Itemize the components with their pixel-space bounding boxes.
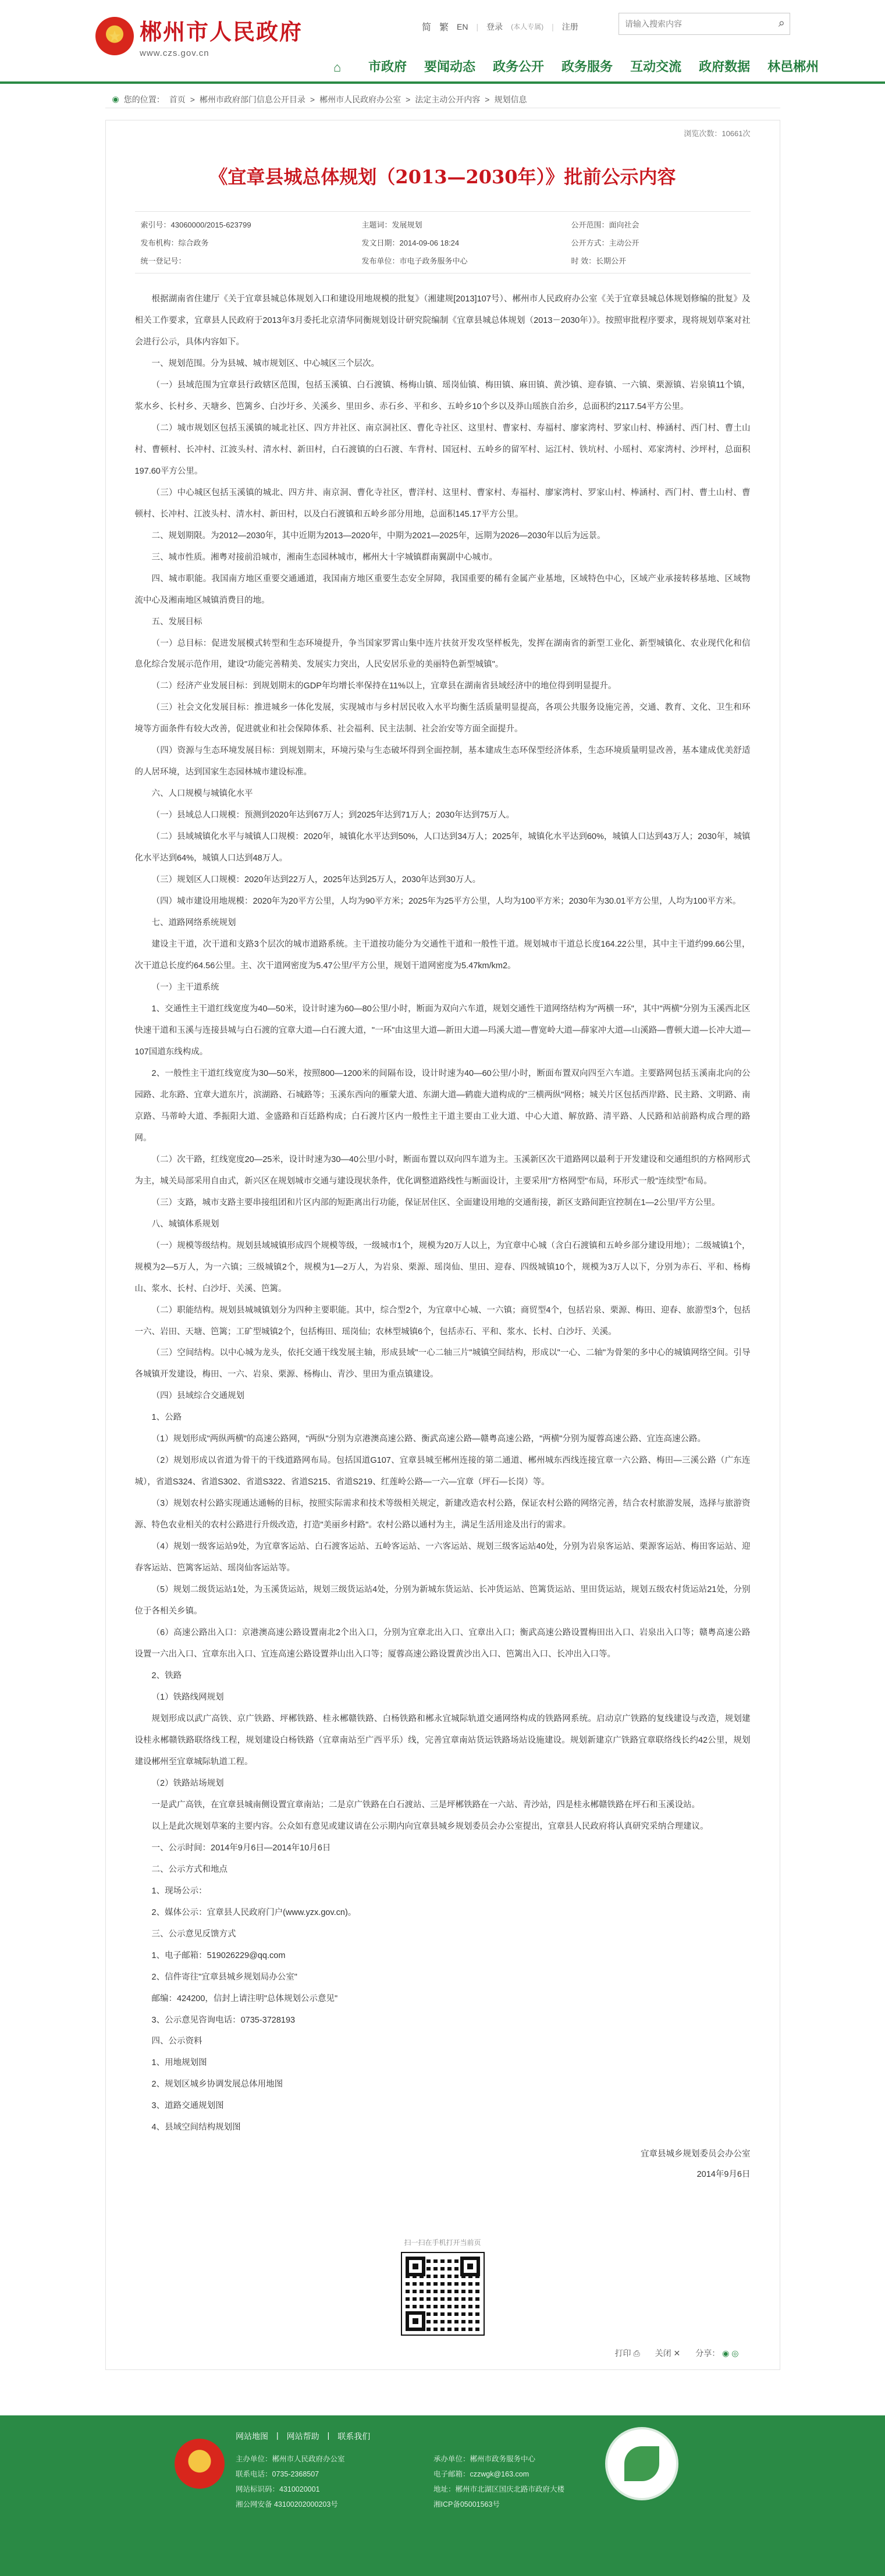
- paragraph: （三）社会文化发展目标：推进城乡一体化发展，实现城市与乡村居民收入水平均衡生活质量明显提高，各项公共服务设施完善，交通、教育、文化、卫生和环境等方面条件有较大改善，促进就业和社会保障体系、社会福利、民主法制、社会治安等方面全面提升。: [134, 703, 751, 734]
- print-button[interactable]: [615, 2347, 640, 2359]
- nav-data[interactable]: 政府数据: [699, 59, 751, 74]
- breadcrumb-home[interactable]: 首页: [169, 94, 186, 104]
- wechat-share-icon[interactable]: ◉: [722, 2348, 730, 2358]
- share-label: 分享：: [695, 2348, 720, 2358]
- weibo-share-icon[interactable]: ◎: [731, 2348, 739, 2358]
- paragraph: （四）城市建设用地规模：2020年为20平方公里，人均为90平方米；2025年为25平方公里，人均为100平方米；2030年为30.01平方公里，人均为100平方米。: [151, 897, 741, 907]
- paragraph: 1、用地规划图: [151, 2058, 207, 2068]
- paragraph: 二、规划期限。为2012—2030年，其中近期为2013—2020年，中期为2021—2025年，远期为2026—2030年以后为远景。: [151, 531, 606, 541]
- close-label: 关闭: [655, 2348, 671, 2358]
- footer-government-site-badge-icon[interactable]: [605, 2427, 678, 2500]
- signature: [135, 2144, 751, 2185]
- paragraph: 建设主干道，次干道和支路3个层次的城市道路系统。主干道按功能分为交通性干道和一般性干道。规划城市干道总长度164.22公里，其中主干道约99.66公里，次干道总长度约64.56公里。主、次干道网密度为5.47公里/平方公里，规划干道网密度为5.47km/km2。: [134, 940, 751, 971]
- nav-city-government[interactable]: 市政府: [368, 59, 407, 74]
- article-actions: [615, 2347, 739, 2359]
- national-emblem-icon: ★: [95, 17, 134, 55]
- breadcrumb: [105, 91, 780, 108]
- footer-info-row: 承办单位：郴州市政务服务中心: [433, 2454, 536, 2463]
- site-title: 郴州市人民政府: [140, 19, 303, 45]
- simplified-chinese-link[interactable]: 简: [422, 23, 432, 33]
- paragraph: （6）高速公路出入口：京港澳高速公路设置南北2个出入口，分别为宜章北出入口、宜章出入口；衡武高速公路设置梅田出入口、岩泉出入口等；赣粤高速公路设置一六出入口、宜章东出入口、宜连高速公路设置莽山出入口等；厦蓉高速公路设置黄沙出入口、笆篱出入口、长冲出入口等。: [134, 1628, 751, 1660]
- paragraph: （二）经济产业发展目标：到规划期末的GDP年均增长率保持在11%以上，宜章县在湖南省县域经济中的地位得到明显提升。: [151, 681, 617, 691]
- nav-interaction[interactable]: 互动交流: [630, 59, 682, 74]
- article-title: 《宜章县城总体规划（2013—2030年）》批前公示内容: [209, 166, 676, 188]
- breadcrumb-current[interactable]: 规划信息: [494, 94, 527, 104]
- paragraph: 八、城镇体系规划: [151, 1219, 219, 1229]
- breadcrumb-sep: >: [406, 94, 411, 104]
- breadcrumb-catalog[interactable]: 郴州市政府部门信息公开目录: [199, 94, 305, 104]
- paragraph: 1、公路: [151, 1413, 182, 1423]
- nav-services[interactable]: 政务服务: [561, 59, 613, 74]
- footer-divider: |: [327, 2430, 330, 2440]
- paragraph: 以上是此次规划草案的主要内容。公众如有意见或建议请在公示期内向宜章县城乡规划委员会办公室提出，宜章县人民政府将认真研究采纳合理建议。: [151, 1821, 709, 1831]
- paragraph: 3、道路交通规划图: [151, 2101, 224, 2111]
- paragraph: （二）职能结构。规划县城城镇划分为四种主要职能。其中，综合型2个，为宜章中心城、一六镇；商贸型4个，包括岩泉、栗源、梅田、迎春、旅游型3个，包括一六、岩田、天塘、笆篱；工矿型城镇2个，包括梅田、瑶岗仙；农林型城镇6个，包括赤石、平和、浆水、长村、白沙圩、关溪。: [134, 1305, 751, 1337]
- signature-date: 2014年9月6日: [696, 2170, 751, 2180]
- footer-info-row: 主办单位：郴州市人民政府办公室: [236, 2454, 345, 2463]
- paragraph: （三）规划区人口规模：2020年达到22万人，2025年达到25万人，2030年达到30万人。: [151, 875, 481, 885]
- print-label: 打印: [614, 2348, 631, 2358]
- paragraph: 一、规划范围。分为县城、城市规划区、中心城区三个层次。: [151, 358, 379, 368]
- close-button[interactable]: [655, 2347, 681, 2359]
- paragraph: 1、交通性主干道红线宽度为40—50米，设计时速为60—80公里/小时，断面为双向六车道，规划交通性干道网络结构为"两横一环"，其中"两横"分别为玉溪西北区快速干道和玉溪与连接县城与白石渡的宜章大道—白石渡大道，"一环"由这里大道—新田大道—玛溪大道—曹宽岭大道—薛家冲大道—山溪路—曹顿大道—长冲大道—107国道东线构成。: [134, 1004, 751, 1057]
- paragraph: 邮编：424200，信封上请注明"总体规划公示意见": [151, 1994, 338, 2003]
- divider: |: [476, 22, 479, 31]
- paragraph: （1）规划形成"两纵两横"的高速公路网，"两纵"分别为京港澳高速公路、衡武高速公路—赣粤高速公路，"两横"分别为厦蓉高速公路、宜连高速公路。: [151, 1434, 706, 1444]
- meta-field: 索引号：43060000/2015-623799: [140, 221, 251, 229]
- paragraph: 规划形成以武广高铁、京广铁路、坪郴铁路、桂永郴赣铁路、白杨铁路和郴永宜城际轨道交通网络构成的铁路网系统。启动京广铁路的复线建设与改造，规划建设桂永郴赣铁路联络线工程，规划建设白杨铁路（宜章南站至广西平乐）线，完善宜章南站货运铁路场站设施建设。规划新建京广铁路宜章联络线长约42公里，规划建设郴州至宜章城际轨道工程。: [134, 1714, 751, 1767]
- footer-links: [236, 2431, 370, 2442]
- nav-open-government[interactable]: 政务公开: [493, 59, 545, 74]
- nav-linyi-chenzhou[interactable]: 林邑郴州: [767, 59, 819, 74]
- footer-info-row: 湘ICP备05001563号: [433, 2500, 500, 2509]
- paragraph: 1、电子邮箱：519026229@qq.com: [151, 1950, 286, 1960]
- qr-section: [135, 2237, 751, 2335]
- login-link[interactable]: 登录: [486, 22, 503, 31]
- divider: |: [552, 22, 554, 31]
- paragraph: （三）中心城区包括玉溪镇的城北、四方井、南京洞、曹化寺社区，曹洋村、这里村、曹家村、寿福村、廖家湾村、罗家山村、棒涵村、西门村、曹土山村、曹顿村、长冲村、江波头村、清水村、新田村，以及白石渡镇和五岭乡部分用地，总面积145.17平方公里。: [134, 488, 751, 519]
- paragraph: 六、人口规模与城镇化水平: [151, 789, 253, 799]
- paragraph: 五、发展目标: [151, 617, 202, 627]
- paragraph: 3、公示意见咨询电话：0735-3728193: [151, 2015, 296, 2025]
- paragraph: （三）支路，城市支路主要串接组团和片区内部的短距离出行功能，保证居住区、全面建设用地的交通衔接，新区支路间距宜控制在1—2公里/平方公里。: [151, 1198, 720, 1207]
- paragraph: （二）次干路，红线宽度20—25米，设计时速为30—40公里/小时，断面布置以双向四车道为主。玉溪新区次干道路网以最利于开发建设和交通组织的方格网形式为主，城关局部采用自由式，新兴区在规划城市交通与建设现状条件，优化调整道路线性与断面设计，主要采用"方格网型"布局，环形式一般"连续型"布局。: [134, 1154, 751, 1186]
- top-bar: [0, 0, 885, 58]
- search-input[interactable]: [619, 13, 765, 34]
- home-icon[interactable]: ⌂: [333, 59, 342, 74]
- header-tools: [422, 20, 578, 33]
- meta-field: 统一登记号：: [140, 257, 186, 265]
- paragraph: 三、城市性质。湘粤对接前沿城市，湘南生态园林城市，郴州大十字城镇群南翼副中心城市。: [151, 552, 497, 562]
- search-box: [619, 13, 790, 35]
- footer-info-row: 湘公网安备 43100202000203号: [236, 2500, 338, 2509]
- footer-info-row: 地址：郴州市北湖区国庆北路市政府大楼: [433, 2485, 565, 2493]
- breadcrumb-category[interactable]: 法定主动公开内容: [415, 94, 481, 104]
- paragraph: 2、铁路: [151, 1671, 182, 1680]
- paragraph: （四）县域综合交通规划: [151, 1391, 244, 1401]
- breadcrumb-label: 您的位置：: [123, 94, 165, 104]
- nav-underline: [0, 81, 885, 84]
- qr-caption: 扫一扫在手机打开当前页: [404, 2238, 481, 2247]
- paragraph: 二、公示方式和地点: [151, 1864, 228, 1874]
- paragraph: 2、媒体公示：宜章县人民政府门户(www.yzx.gov.cn)。: [151, 1907, 357, 1917]
- footer-party-emblem-icon[interactable]: [175, 2439, 225, 2489]
- paragraph: 根据湖南省住建厅《关于宜章县城总体规划入口和建设用地规模的批复》（湘建规[2013]107号）、郴州市人民政府办公室《关于宜章县城总体规划修编的批复》及相关工作要求，宜章县人民政府于2013年3月委托北京清华同衡规划设计研究院编制《宜章县城总体规划（2013－2030年）》。按照审批程序要求，现将规划草案对社会进行公示，具体内容如下。: [134, 294, 751, 347]
- footer-info-row: 网站标识码：4310020001: [236, 2485, 320, 2493]
- view-count: 浏览次数：10661次: [684, 129, 751, 138]
- paragraph: （3）规划农村公路实现通达通畅的目标，按照实际需求和技术等级相关规定，新建改造农村公路，保证农村公路的网络完善，结合农村旅游发展，选择与旅游资源、特色农业相关的农村公路进行升级改造，打造"美丽乡村路"。农村公路以通村为主，满足生活用途及出行的需求。: [134, 1499, 751, 1530]
- signature-org: 宜章县城乡规划委员会办公室: [641, 2149, 751, 2159]
- meta-field: 公开范围：面向社会: [571, 221, 639, 229]
- paragraph: 1、现场公示：: [151, 1886, 207, 1896]
- paragraph: （一）县域总人口规模：预测到2020年达到67万人；到2025年达到71万人；2030年达到75万人。: [151, 811, 515, 820]
- meta-field: 公开方式：主动公开: [571, 239, 639, 247]
- traditional-chinese-link[interactable]: 繁: [439, 23, 449, 33]
- breadcrumb-sep: >: [190, 94, 195, 104]
- article-body: [135, 289, 751, 2138]
- footer-info-row: 电子邮箱：czzwgk@163.com: [433, 2470, 529, 2478]
- paragraph: 七、道路网络系统规划: [151, 918, 236, 928]
- paragraph: 2、信件寄往"宜章县城乡规划局办公室": [151, 1972, 297, 1982]
- paragraph: （一）总目标：促进发展模式转型和生态环境提升，争当国家罗霄山集中连片扶贫开发攻坚样板先，发挥在湖南省的新型工业化、新型城镇化、农业现代化和信息化综合发展示范作用，建设"功能完善精美、发展实力突出，人民安居乐业的美丽特色新型城镇"。: [134, 638, 751, 670]
- paragraph: （一）规模等级结构。规划县域城镇形成四个规模等级，一级城市1个，规模为20万人以上，为宜章中心城（含白石渡镇和五岭乡部分建设用地）；二级城镇1个，规模为2—5万人，为一六镇；三级城镇2个，规模为1—2万人，为岩泉、栗源、瑶岗仙、里田、迎春、四级城镇10个，规模为3万人以下，分别为赤石、平和、杨梅山、浆水、长村、白沙圩、关溪、笆篱。: [134, 1241, 751, 1294]
- english-link[interactable]: EN: [457, 22, 468, 31]
- breadcrumb-sep: >: [485, 94, 490, 104]
- footer-help-link[interactable]: 网站帮助: [286, 2431, 319, 2441]
- meta-field: 发布单位：市电子政务服务中心: [361, 257, 468, 265]
- paragraph: （5）规划二级货运站1处，为玉溪货运站，规划三级货运站4处，分别为新城东货运站、长冲货运站、笆篱货运站、里田货运站，规划五级农村货运站21处，分别位于各相关乡镇。: [134, 1585, 751, 1616]
- paragraph: （二）城市规划区包括玉溪镇的城北社区、四方井社区、南京洞社区、曹化寺社区、这里村、曹家村、寿福村、廖家湾村、罗家山村、棒涵村、西门村、曹土山村、曹顿村、长冲村、江波头村、清水村、新田村，白石渡镇的白石渡、车背村、国冠村、五岭乡的留军村、运江村、铁坑村、小瑶村、邓家湾村、沙坪村，总面积197.60平方公里。: [134, 423, 751, 476]
- share-bar: [695, 2347, 738, 2359]
- paragraph: 四、公示资料: [151, 2037, 202, 2046]
- paragraph: 4、县域空间结构规划图: [151, 2123, 241, 2133]
- meta-field: 发布机构：综合政务: [140, 239, 209, 247]
- meta-field: 发文日期：2014-09-06 18:24: [361, 239, 460, 247]
- login-note: (本人专属): [511, 23, 544, 31]
- paragraph: （4）规划一级客运站9处，为宜章客运站、白石渡客运站、五岭客运站、一六客运站、规划三级客运站40处，分别为岩泉客运站、栗源客运站、梅田客运站、迎春客运站、笆篱客运站、瑶岗仙客运站等。: [134, 1542, 751, 1573]
- search-icon[interactable]: ⌕: [778, 17, 785, 30]
- breadcrumb-office[interactable]: 郴州市人民政府办公室: [319, 94, 401, 104]
- paragraph: （三）空间结构。以中心城为龙头，依托交通干线发展主轴，形成县域"一心二轴三片"城镇空间结构，形成以"一心、二轴"为骨架的多中心的城镇网络空间。引导各城镇开发建设，梅田、一六、岩泉、栗源、杨梅山、青沙、里田为重点镇建设。: [134, 1348, 751, 1380]
- footer-divider: |: [276, 2430, 279, 2440]
- paragraph: （一）县域范围为宜章县行政辖区范围，包括玉溪镇、白石渡镇、杨梅山镇、瑶岗仙镇、梅田镇、麻田镇、黄沙镇、迎春镇、一六镇、栗源镇、岩泉镇11个镇，浆水乡、长村乡、天塘乡、笆篱乡、白沙圩乡、关溪乡、里田乡、赤石乡、平和乡、五岭乡10个乡以及莽山瑶族自治乡，总面积约2117.54平方公里。: [134, 380, 751, 411]
- paragraph: 三、公示意见反馈方式: [151, 1929, 236, 1939]
- footer-sitemap-link[interactable]: 网站地图: [236, 2431, 268, 2441]
- paragraph: （四）资源与生态环境发展目标：到规划期末，环境污染与生态破坏得到全面控制，基本建成生态环保型经济体系，生态环境质量明显改善，基本建成优美舒适的人居环境，达到国家生态园林城市建设标准。: [134, 746, 751, 777]
- paragraph: 四、城市职能。我国南方地区重要交通通道，我国南方地区重要生态安全屏障，我国重要的稀有金属产业基地，区域特色中心，区域产业承接转移基地、区域物流中心及湘南地区城镇消费目的地。: [134, 574, 751, 605]
- breadcrumb-sep: >: [310, 94, 315, 104]
- article-container: [105, 120, 780, 2370]
- qr-code: [402, 2253, 484, 2335]
- nav-news[interactable]: 要闻动态: [424, 59, 476, 74]
- paragraph: （2）铁路站场规划: [151, 1778, 224, 1788]
- paragraph: 一、公示时间：2014年9月6日—2014年10月6日: [151, 1843, 331, 1853]
- footer-info: [236, 2451, 643, 2512]
- footer-contact-link[interactable]: 联系我们: [337, 2431, 371, 2441]
- meta-field: 主题词：发展规划: [361, 221, 422, 229]
- paragraph: 2、规划区城乡协调发展总体用地图: [151, 2080, 283, 2090]
- close-icon: ✕: [673, 2348, 681, 2358]
- paragraph: 一是武广高铁，在宜章县城南侧设置宜章南站；二是京广铁路在白石渡站、三是坪郴铁路在一六站、青沙站，四是桂永郴赣铁路在坪石和玉溪设站。: [151, 1800, 700, 1810]
- paragraph: （一）主干道系统: [151, 983, 219, 992]
- article-meta: [135, 211, 751, 273]
- register-link[interactable]: 注册: [561, 22, 578, 31]
- paragraph: （1）铁路线网规划: [151, 1692, 224, 1702]
- location-icon: ◉: [112, 94, 119, 104]
- paragraph: 2、一般性主干道红线宽度为30—50米，按照800—1200米的间隔布设，设计时速为40—60公里/小时，断面布置双向四至六车道。主要路网包括玉溪南北向的公园路、北东路、宜章大道东片，滨湖路、石城路等；玉溪东西向的雁蒙大道、东湖大道—鹤鹿大道构成的"三横两纵"网格；城关片区包括西岸路、民主路、文明路、南京路、马蒂岭大道、季振阳大道、金盛路和百廷路构成；白石渡片区内一般性主干道主要由工业大道、中心大道、解放路、清平路、人民路和站前路构成合理的路网。: [134, 1068, 751, 1143]
- print-icon: ⎙: [633, 2348, 640, 2358]
- footer-info-row: 联系电话：0735-2368507: [236, 2470, 319, 2478]
- paragraph: （二）县域城镇化水平与城镇人口规模：2020年，城镇化水平达到50%，人口达到34万人；2025年，城镇化水平达到60%，城镇人口达到43万人；2030年，城镇化水平达到64%，城镇人口达到48万人。: [134, 832, 751, 864]
- site-url: www.czs.gov.cn: [140, 48, 209, 58]
- paragraph: （2）规划形成以省道为骨干的干线道路网布局。包括国道G107、宜章县城至郴州连接的第二通道、郴州城东西线连接宜章一六公路、梅田—三溪公路（广东连城），省道S324、省道S302、省道S322、省道S215、省道S219、红莲岭公路—一六—宜章（坪石—长岗）等。: [134, 1456, 751, 1487]
- footer: [0, 2415, 885, 2576]
- site-logo[interactable]: [95, 14, 303, 58]
- meta-field: 时 效：长期公开: [571, 257, 627, 265]
- main-nav: [333, 57, 819, 75]
